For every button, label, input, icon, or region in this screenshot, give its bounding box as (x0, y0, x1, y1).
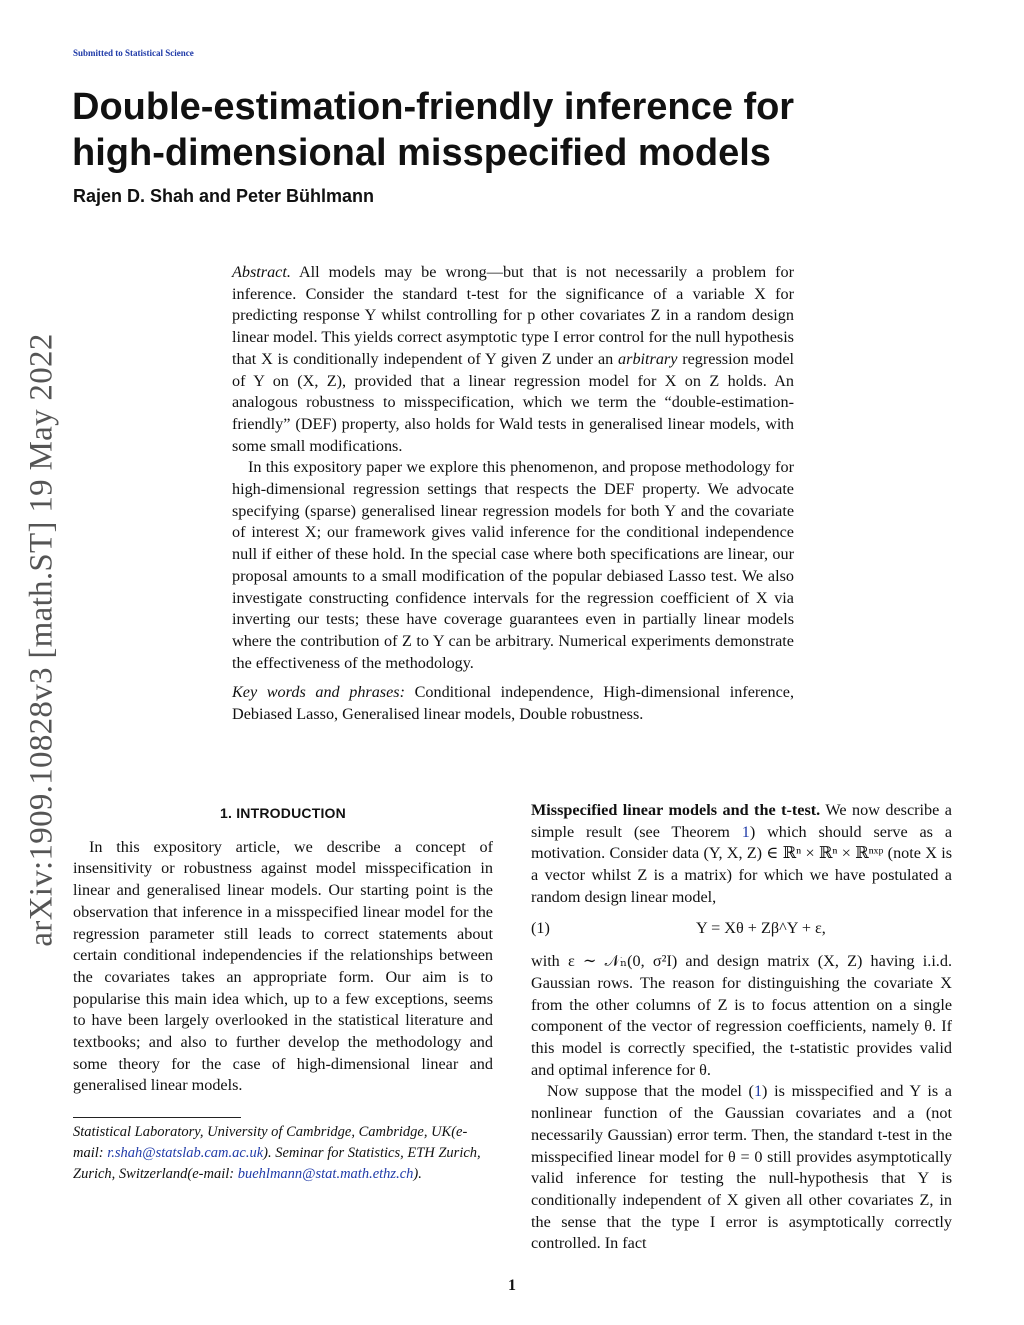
footnote-text-3: ). (413, 1166, 422, 1183)
footnote-text-2: ). Seminar for Statistics, ETH Zurich, Zurich, Switzerland(e-mail: (73, 1145, 481, 1183)
title-line-1: Double-estimation-friendly inference for (72, 86, 795, 128)
abstract-text-1b: regression model of Y on (X, Z), provided that a linear regression model for X on Z holds. An analogous robustness to misspecification, which we term the “double-estimation-friendly” (DEF) property, also holds for Wald tests in generalised linear models, with some small modifications. (232, 349, 795, 455)
email-link-shah[interactable]: r.shah@statslab.cam.ac.uk (107, 1145, 264, 1162)
intro-paragraph: In this expository article, we describe a concept of insensitivity or robustness against model misspecification in linear and generalised linear models. Our starting point is the observation that inference in a misspecified linear model for the regression parameter still leads to correct statements about certain conditional independencies if the relationships between the covariates takes an appropriate form. Our aim is to popularise this main idea which, up to a few exceptions, seems to have been largely overlooked in the statistical literature and textbooks; and also to further develop the methodology and some theory for the case of high-dimensional linear and generalised linear models. (73, 837, 493, 1095)
right-column (531, 800, 952, 1255)
email-link-buhlmann[interactable]: buehlmann@stat.math.ethz.ch (237, 1166, 414, 1183)
equation-ref-link[interactable]: 1 (753, 1082, 763, 1101)
arxiv-stamp: arXiv:1909.10828v3 [math.ST] 19 May 2022 (23, 333, 60, 947)
paragraph-heading: Misspecified linear models and the t-test. (531, 801, 821, 819)
keywords-text: Conditional independence, High-dimensional inference, Debiased Lasso, Generalised linear models, Double robustness. (232, 683, 795, 724)
equation-1 (531, 918, 952, 940)
footnote-text-1: Statistical Laboratory, University of Cambridge, Cambridge, UK(e-mail: (73, 1124, 468, 1162)
right-paragraph-2: with ε ∼ 𝒩ₙ(0, σ²I) and design matrix (X, Z) having i.i.d. Gaussian rows. The reason for distinguishing the covariate X from the other columns of Z is to focus attention on a single component of the vector of regression coefficients, namely θ. If this model is correctly specified, the t-statistic provides valid and optimal inference for θ. (531, 952, 952, 1079)
paper-title (72, 84, 952, 176)
right-paragraph-3 (531, 1081, 952, 1255)
author-footnote (73, 1122, 483, 1185)
abstract-paragraph-2: In this expository paper we explore this phenomenon, and propose methodology for high-dimensional regression settings that respects the DEF property. We advocate specifying (sparse) generalised linear regression models for both Y and the covariate of interest X; our framework gives valid inference for the conditional independence null if either of these hold. In the special case where both specifications are linear, our proposal amounts to a small modification of the popular debiased Lasso test. We also investigate constructing confidence intervals for the regression coefficient of X via inverting our tests; these have coverage guarantees even in partially linear models where the contribution of Z to Y can be arbitrary. Numerical experiments demonstrate the effectiveness of the methodology. (232, 458, 794, 672)
keywords-label: Key words and phrases: (232, 683, 405, 702)
abstract-label: Abstract. (232, 263, 291, 281)
title-line-2: high-dimensional misspecified models (72, 132, 771, 174)
authors: Rajen D. Shah and Peter Bühlmann (73, 186, 375, 206)
footnote-divider (73, 1117, 241, 1118)
theorem-ref-link[interactable]: 1 (741, 822, 750, 841)
abstract-paragraph-1 (232, 262, 794, 457)
equation-body: Y = Xθ + Zβ^Y + ε, (696, 918, 826, 937)
right-text-1a: We now describe a simple result (see Theorem (531, 801, 952, 841)
abstract-text-1a: All models may be wrong—but that is not necessarily a problem for inference. Consider the standard t-test for the significance of a variable X for predicting response Y whilst controlling for p other covariates Z in a random design linear model. This yields correct asymptotic type I error control for the null hypothesis that X is conditionally independent of Y given Z under an (232, 263, 795, 368)
page-number: 1 (508, 1277, 516, 1294)
keywords (232, 682, 794, 725)
right-text-3b: ) is misspecified and Y is a nonlinear function of the Gaussian covariates and a (not necessarily Gaussian) error term. Then, the standard t-test in the misspecified linear model for θ = 0 still provides asymptotically valid inference for testing the null-hypothesis that Y is conditionally independent of X given all other covariates Z, in the sense that the type I error is asymptotically correctly controlled. In fact (531, 1082, 952, 1253)
abstract (232, 262, 794, 726)
right-text-3a: Now suppose that the model ( (547, 1082, 754, 1101)
right-text-1b: ) which should serve as a motivation. Consider data (Y, X, Z) ∈ ℝⁿ × ℝⁿ × ℝⁿˣᵖ (note X is a vector whilst Z is a matrix) for which we have postulated a random design linear model, (531, 822, 953, 906)
right-paragraph-1 (531, 800, 952, 909)
section-heading-introduction: 1. INTRODUCTION (220, 805, 346, 821)
equation-label: (1) (531, 918, 550, 937)
abstract-arbitrary: arbitrary (618, 349, 678, 368)
journal-header: Submitted to Statistical Science (73, 48, 194, 58)
left-column (73, 800, 493, 1185)
